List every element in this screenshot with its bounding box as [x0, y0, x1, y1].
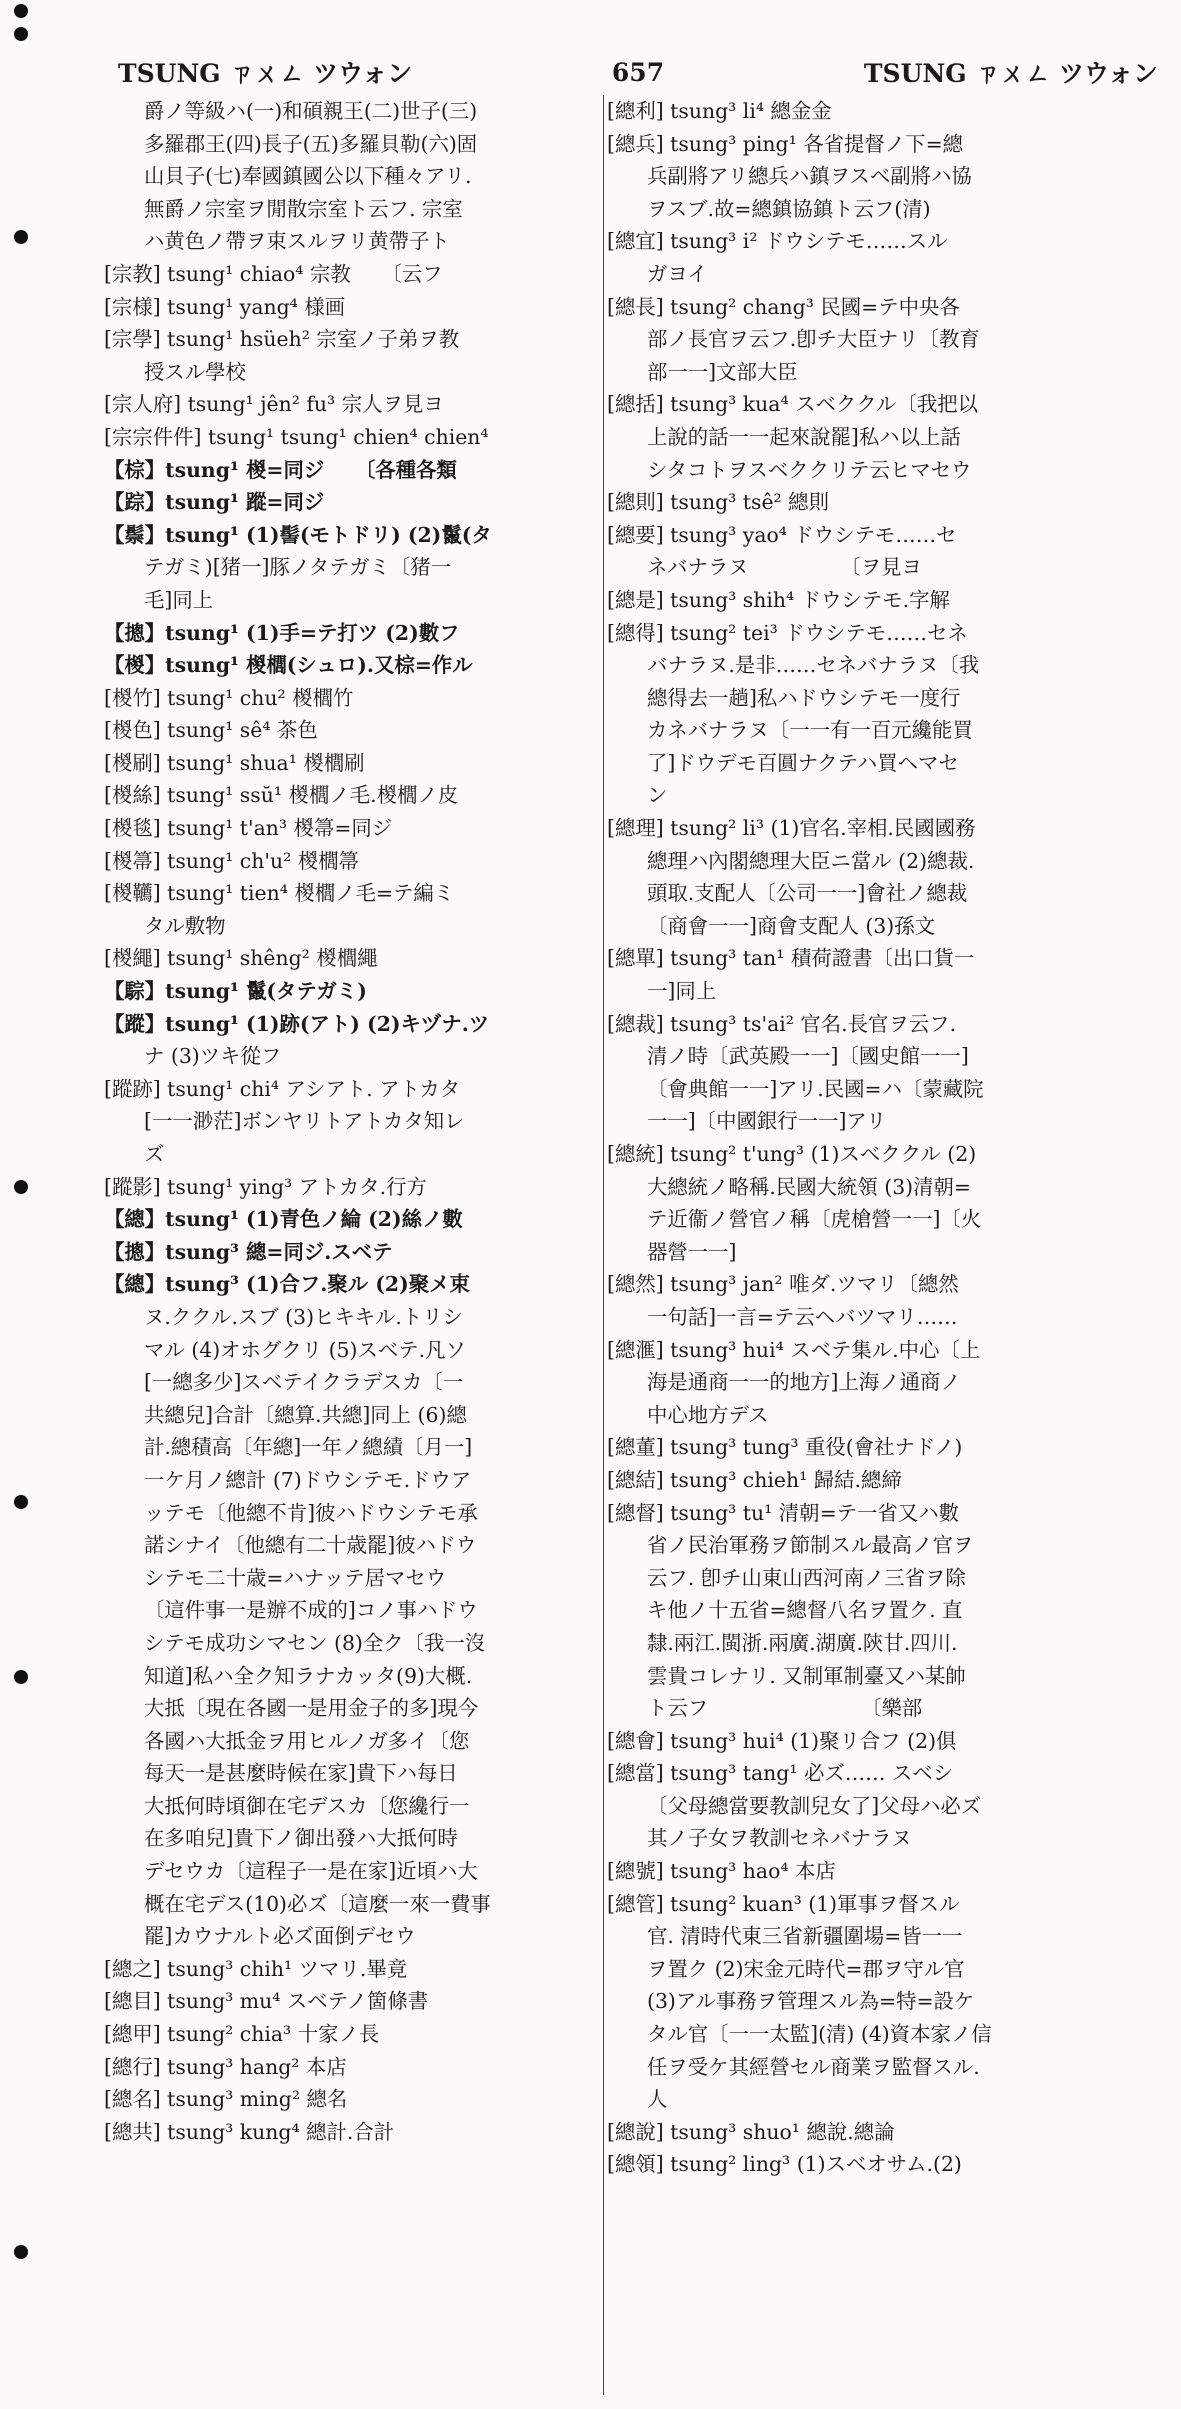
dictionary-line: 每天一是甚麼時候在家]貴下ハ每日	[144, 1761, 458, 1786]
dictionary-line: ト云フ 〔樂部	[647, 1696, 923, 1721]
dictionary-line: 【鬃】tsung¹ (1)髻(モトドリ) (2)鬣(タ	[104, 522, 492, 547]
dictionary-line: [椶竹] tsung¹ chu² 椶櫚竹	[104, 685, 354, 710]
dictionary-line: 【棕】tsung¹ 椶=同ジ 〔各種各類	[104, 457, 457, 482]
dictionary-line: 【總】tsung¹ (1)青色ノ綸 (2)絲ノ數	[104, 1207, 463, 1232]
dictionary-line: タル官〔一一太監](清) (4)資本家ノ信	[647, 2022, 992, 2047]
dictionary-line: [蹤跡] tsung¹ chi⁴ アシアト. アトカタ	[104, 1076, 461, 1101]
page-number: 657	[611, 57, 665, 87]
dictionary-line: ヲスブ.故=總鎮協鎮ト云フ(清)	[647, 196, 931, 221]
dictionary-line: [總然] tsung³ jan² 唯ダ.ツマリ〔總然	[607, 1272, 959, 1297]
dictionary-line: 授スル學校	[144, 359, 246, 384]
binding-hole	[14, 2245, 28, 2259]
dictionary-line: 器營一一]	[647, 1239, 737, 1264]
page-header	[118, 52, 1158, 92]
dictionary-line: [蹤影] tsung¹ ying³ アトカタ.行方	[104, 1174, 427, 1199]
dictionary-line: 一ケ月ノ總計 (7)ドウシテモ.ドウア	[144, 1467, 472, 1492]
dictionary-line: 總理ハ內閣總理大臣ニ當ル (2)總裁.	[647, 848, 975, 873]
dictionary-line: 其ノ子女ヲ教訓セネバナラヌ	[647, 1826, 912, 1851]
dictionary-line: 知道]私ハ全ク知ラナカッタ(9)大概.	[144, 1663, 473, 1688]
dictionary-line: 多羅郡王(四)長子(五)多羅貝勒(六)固	[144, 131, 478, 156]
dictionary-line: [宗教] tsung¹ chiao⁴ 宗教 〔云フ	[104, 261, 443, 286]
dictionary-line: 大抵何時頃御在宅デスカ〔您纔行一	[144, 1793, 470, 1818]
dictionary-line: シタコトヲスベククリテ云ヒマセウ	[647, 457, 972, 482]
dictionary-line: [宗人府] tsung¹ jên² fu³ 宗人ヲ見ヨ	[104, 392, 444, 417]
dictionary-line: [總甲] tsung² chia³ 十家ノ長	[104, 2022, 380, 2047]
dictionary-line: 〔父母總當要教訓兒女了]父母ハ必ズ	[647, 1793, 982, 1818]
binding-margin	[0, 0, 70, 2409]
dictionary-line: 省ノ民治軍務ヲ節制スル最高ノ官ヲ	[647, 1533, 974, 1558]
dictionary-line: 任ヲ受ケ其經營セル商業ヲ監督スル.	[647, 2054, 980, 2079]
dictionary-line: 〔這件事一是辦不成的]コノ事ハドウ	[144, 1598, 478, 1623]
dictionary-line: 諾シナイ〔他總有二十歳罷]彼ハドウ	[144, 1533, 477, 1558]
right-column	[607, 95, 1162, 2181]
dictionary-line: [總則] tsung³ tsê² 總則	[607, 490, 829, 515]
header-right: TSUNG ㄗㄨㄥ ツウォン	[863, 59, 1158, 88]
dictionary-line: 清ノ時〔武英殿一一]〔國史館一一]	[647, 1044, 969, 1069]
dictionary-line: 在多咱兒]貴下ノ御出發ハ大抵何時	[144, 1826, 458, 1851]
dictionary-line: [宗宗件件] tsung¹ tsung¹ chien⁴ chien⁴	[104, 424, 489, 449]
dictionary-line: [總共] tsung³ kung⁴ 總計.合計	[104, 2119, 395, 2144]
dictionary-line: 上說的話一一起來說罷]私ハ以上話	[647, 424, 961, 449]
column-divider	[603, 95, 604, 2395]
dictionary-line: [總目] tsung³ mu⁴ スベテノ箇條書	[104, 1989, 429, 2014]
dictionary-line: [總行] tsung³ hang² 本店	[104, 2054, 347, 2079]
dictionary-line: 一句話]一言=テ云ヘバツマリ……	[647, 1304, 958, 1329]
binding-hole	[14, 1670, 28, 1684]
dictionary-line: [總領] tsung² ling³ (1)スベオサム.(2)	[607, 2152, 962, 2177]
dictionary-line: [總宜] tsung³ i² ドウシテモ……スル	[607, 229, 948, 254]
dictionary-line: キ他ノ十五省=總督八名ヲ置ク. 直	[647, 1598, 963, 1623]
dictionary-line: 大抵〔現在各國一是用金子的多]現今	[144, 1696, 479, 1721]
header-left: TSUNG ㄗㄨㄥ ツウォン	[118, 59, 413, 88]
dictionary-line: [總理] tsung² li³ (1)官名.宰相.民國國務	[607, 816, 976, 841]
dictionary-line: [一一渺茫]ボンヤリトアトカタ知レ	[144, 1109, 465, 1134]
dictionary-line: バナラヌ.是非……セネバナラヌ〔我	[647, 653, 980, 678]
dictionary-line: 【摠】tsung¹ (1)手=テ打ツ (2)數フ	[104, 620, 460, 645]
dictionary-line: [椶毯] tsung¹ t'an³ 椶箒=同ジ	[104, 816, 393, 841]
dictionary-line: 頭取.支配人〔公司一一]會社ノ總裁	[647, 881, 968, 906]
dictionary-line: 中心地方デス	[647, 1402, 769, 1427]
dictionary-line: [總統] tsung² t'ung³ (1)スベククル (2)	[607, 1142, 977, 1166]
dictionary-line: [總督] tsung³ tu¹ 清朝=テ一省又ハ數	[607, 1500, 959, 1525]
dictionary-line: 兵副將アリ總兵ハ鎮ヲスベ副將ハ協	[647, 164, 972, 189]
dictionary-line: [總要] tsung³ yao⁴ ドウシテモ……セ	[607, 522, 957, 547]
dictionary-line: ッテモ〔他總不肯]彼ハドウシテモ承	[144, 1500, 478, 1525]
dictionary-line: ネバナラヌ 〔ヲ見ヨ	[647, 555, 922, 580]
dictionary-line: デセウカ〔這程子一是在家]近頃ハ大	[144, 1859, 478, 1884]
dictionary-line: テガミ)[猪一]豚ノタテガミ〔猪一	[144, 555, 452, 580]
dictionary-line: 一]同上	[647, 979, 717, 1004]
dictionary-line: 共總兒]合計〔總算.共總]同上 (6)總	[144, 1402, 467, 1427]
dictionary-line: 【椶】tsung¹ 椶櫚(シュロ).又棕=作ル	[104, 653, 473, 678]
dictionary-line: [總當] tsung³ tang¹ 必ズ…… スベシ	[607, 1761, 954, 1786]
dictionary-line: [總單] tsung³ tan¹ 積荷證書〔出口貨一	[607, 946, 975, 971]
dictionary-line: ナ (3)ツキ從フ	[144, 1044, 282, 1069]
dictionary-line: 【騌】tsung¹ 鬣(タテガミ)	[104, 979, 367, 1004]
dictionary-line: 【總】tsung³ (1)合フ.聚ル (2)聚メ束	[104, 1272, 470, 1297]
dictionary-line: ヌ.ククル.スブ (3)ヒキキル.トリシ	[144, 1304, 464, 1329]
dictionary-line: [椶色] tsung¹ sê⁴ 茶色	[104, 718, 318, 743]
dictionary-line: 總得去一趟]私ハドウシテモ一度行	[647, 685, 961, 710]
binding-hole	[14, 1495, 28, 1509]
dictionary-line: 部一一]文部大臣	[647, 359, 798, 384]
dictionary-line: 官. 清時代東三省新疆圍場=皆一一	[647, 1924, 963, 1949]
dictionary-line: [總利] tsung³ li⁴ 總金金	[607, 99, 832, 123]
dictionary-line: 隸.兩江.閩浙.兩廣.湖廣.陝甘.四川.	[647, 1630, 958, 1655]
dictionary-line: ガヨイ	[647, 261, 708, 286]
dictionary-line: カネバナラヌ〔一一有一百元纔能買	[647, 718, 973, 743]
dictionary-line: [總名] tsung³ ming² 總名	[104, 2087, 348, 2112]
dictionary-line: 〔會典館一一]アリ.民國=ハ〔蒙藏院	[647, 1076, 984, 1101]
dictionary-line: マル (4)オホグクリ (5)スベテ.凡ソ	[144, 1337, 466, 1362]
binding-hole	[14, 27, 28, 41]
dictionary-line: 無爵ノ宗室ヲ閒散宗室ト云フ. 宗室	[144, 196, 463, 221]
dictionary-line: [總長] tsung² chang³ 民國=テ中央各	[607, 294, 960, 319]
dictionary-line: ズ	[144, 1142, 165, 1166]
dictionary-line: 〔商會一一]商會支配人 (3)孫文	[647, 913, 936, 938]
dictionary-line: [總董] tsung³ tung³ 重役(會社ナドノ)	[607, 1435, 963, 1460]
dictionary-line: 了]ドウデモ百圓ナクテハ買ヘマセ	[647, 750, 959, 775]
dictionary-line: [一總多少]スベテイクラデスカ〔一	[144, 1370, 464, 1395]
dictionary-line: テ近衞ノ營官ノ稱〔虎槍營一一]〔火	[647, 1207, 982, 1232]
dictionary-line: [宗様] tsung¹ yang⁴ 様画	[104, 294, 346, 319]
binding-hole	[14, 4, 28, 18]
dictionary-line: (3)アル事務ヲ管理スル為=特=設ケ	[647, 1989, 975, 2014]
dictionary-line: 雲貴コレナリ. 又制軍制臺又ハ某帥	[647, 1663, 966, 1688]
dictionary-line: 海是通商一一的地方]上海ノ通商ノ	[647, 1370, 961, 1395]
dictionary-line: [椶刷] tsung¹ shua¹ 椶櫚刷	[104, 750, 365, 775]
dictionary-line: [總裁] tsung³ ts'ai² 官名.長官ヲ云フ.	[607, 1011, 957, 1036]
dictionary-line: [總得] tsung² tei³ ドウシテモ……セネ	[607, 620, 968, 645]
dictionary-line: [總管] tsung² kuan³ (1)軍事ヲ督スル	[607, 1891, 960, 1916]
dictionary-line: [總結] tsung³ chieh¹ 歸結.總締	[607, 1467, 902, 1492]
dictionary-line: 【踪】tsung¹ 蹤=同ジ	[104, 490, 325, 515]
dictionary-line: 計.總積高〔年總]一年ノ總績〔月一]	[144, 1435, 473, 1460]
dictionary-line: 人	[647, 2087, 668, 2112]
dictionary-line: [總兵] tsung³ ping¹ 各省提督ノ下=總	[607, 131, 964, 156]
dictionary-line: 爵ノ等級ハ(一)和碩親王(二)世子(三)	[144, 99, 478, 123]
dictionary-line: 大總統ノ略稱.民國大統領 (3)清朝=	[647, 1174, 972, 1199]
dictionary-line: シテモ二十歳=ハナッテ居マセウ	[144, 1565, 447, 1590]
dictionary-line: タル敷物	[144, 913, 226, 938]
dictionary-line: [總括] tsung³ kua⁴ スベククル〔我把以	[607, 392, 979, 417]
dictionary-line: シテモ成功シマセン (8)全ク〔我一沒	[144, 1630, 486, 1655]
binding-hole	[14, 230, 28, 244]
dictionary-line: [總是] tsung³ shih⁴ ドウシテモ.字解	[607, 587, 950, 612]
dictionary-line: ヲ置ク (2)宋金元時代=郡ヲ守ル官	[647, 1956, 965, 1981]
dictionary-line: 部ノ長官ヲ云フ.卽チ大臣ナリ〔教育	[647, 327, 980, 352]
dictionary-line: 【摠】tsung³ 總=同ジ.スベテ	[104, 1239, 393, 1264]
dictionary-line: ン	[647, 783, 668, 808]
dictionary-line: [總說] tsung³ shuo¹ 總說.總論	[607, 2119, 895, 2144]
dictionary-line: 概在宅デス(10)必ズ〔這麼一來一費事	[144, 1891, 491, 1916]
dictionary-line: 毛]同上	[144, 587, 214, 612]
dictionary-line: 山貝子(七)奉國鎮國公以下種々アリ.	[144, 164, 472, 189]
dictionary-line: [總之] tsung³ chih¹ ツマリ.畢竟	[104, 1956, 408, 1981]
dictionary-line: [總滙] tsung³ hui⁴ スベテ集ル.中心〔上	[607, 1337, 981, 1362]
dictionary-line: [椶箒] tsung¹ ch'u² 椶櫚箒	[104, 848, 359, 873]
binding-hole	[14, 1180, 28, 1194]
dictionary-line: 各國ハ大抵金ヲ用ヒルノガ多イ〔您	[144, 1728, 470, 1753]
dictionary-line: 一一]〔中國銀行一一]アリ	[647, 1109, 887, 1134]
dictionary-line: [椶絲] tsung¹ ssŭ¹ 椶櫚ノ毛.椶櫚ノ皮	[104, 783, 459, 808]
dictionary-line: [總會] tsung³ hui⁴ (1)聚リ合フ (2)俱	[607, 1728, 957, 1753]
left-column	[104, 95, 604, 2148]
dictionary-line: 【蹤】tsung¹ (1)跡(アト) (2)キヅナ.ツ	[104, 1011, 490, 1036]
dictionary-line: 罷]カウナルト必ズ面倒デセウ	[144, 1924, 416, 1949]
dictionary-line: [椶韉] tsung¹ tien⁴ 椶櫚ノ毛=テ編ミ	[104, 881, 455, 906]
dictionary-line: ハ黄色ノ帶ヲ束スルヲリ黄帶子ト	[144, 229, 450, 254]
dictionary-line: [宗學] tsung¹ hsüeh² 宗室ノ子弟ヲ教	[104, 327, 460, 352]
dictionary-line: [總號] tsung³ hao⁴ 本店	[607, 1859, 836, 1884]
dictionary-line: [椶繩] tsung¹ shêng² 椶櫚繩	[104, 946, 378, 971]
dictionary-line: 云フ. 卽チ山東山西河南ノ三省ヲ除	[647, 1565, 966, 1590]
